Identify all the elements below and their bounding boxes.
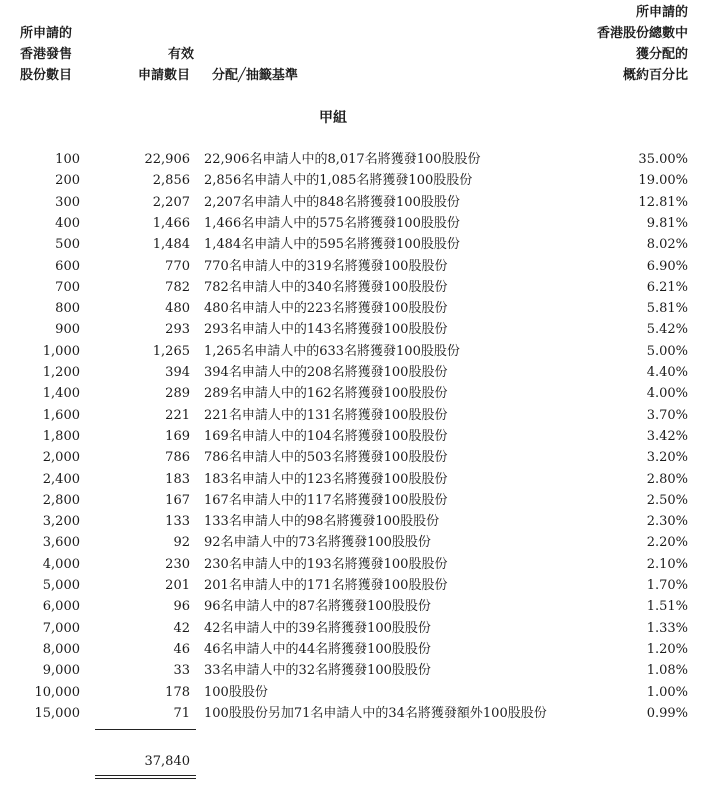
shares-cell: 1,000 [42,343,80,359]
shares-cell: 2,400 [42,471,80,487]
table-row [0,153,726,171]
table-row [0,409,726,427]
percentage-cell: 4.40% [646,365,688,380]
shares-cell: 15,000 [34,705,80,721]
percentage-cell: 2.30% [646,514,688,530]
applicants-cell: 42 [173,620,190,636]
applicants-cell: 394 [165,365,190,380]
table-row [0,430,726,448]
shares-header-line-2: 香港發售 [20,47,73,62]
applicants-cell: 71 [173,705,190,721]
basis-cell: 96名申請人中的87名將獲發100股股份 [204,599,431,615]
percentage-cell: 2.20% [646,535,688,551]
basis-cell: 230名申請人中的193名將獲發100股股份 [204,556,448,572]
shares-cell: 700 [55,279,80,295]
shares-cell: 10,000 [34,684,80,700]
applicants-cell: 46 [173,641,190,657]
applicants-cell: 22,906 [144,152,190,167]
applicants-header-line-1: 有效 [168,47,195,62]
applicants-cell: 167 [165,492,190,508]
applicants-cell: 786 [165,450,190,466]
shares-cell: 300 [55,194,80,210]
shares-cell: 2,800 [42,492,80,508]
shares-cell: 100 [55,152,80,167]
applicants-cell: 770 [165,258,190,274]
basis-cell: 293名申請人中的143名將獲發100股股份 [204,322,448,338]
shares-cell: 600 [55,258,80,274]
table-row [0,217,726,235]
shares-cell: 2,000 [42,450,80,466]
total-applicants: 37,840 [144,754,190,769]
table-row [0,686,726,704]
percentage-cell: 5.00% [646,343,688,359]
table-row [0,238,726,256]
basis-cell: 2,856名申請人中的1,085名將獲發100股股份 [204,173,473,189]
shares-header-line-3: 股份數目 [20,68,73,83]
basis-cell: 22,906名申請人中的8,017名將獲發100股股份 [204,152,481,167]
shares-cell: 1,400 [42,386,80,402]
basis-cell: 1,466名申請人中的575名將獲發100股股份 [204,215,460,231]
table-row [0,536,726,554]
table-row [0,494,726,512]
applicants-cell: 201 [165,578,190,593]
table-row [0,387,726,405]
applicants-cell: 480 [165,301,190,317]
percentage-cell: 4.00% [646,386,688,402]
shares-cell: 500 [55,237,80,253]
basis-cell: 394名申請人中的208名將獲發100股股份 [204,365,448,380]
applicants-cell: 1,265 [152,343,190,359]
table-row [0,260,726,278]
table-row [0,174,726,192]
basis-cell: 167名申請人中的117名將獲發100股股份 [204,492,448,508]
shares-cell: 4,000 [42,556,80,572]
percentage-cell: 1.33% [646,620,688,636]
applicants-cell: 782 [165,279,190,295]
shares-cell: 900 [55,322,80,338]
basis-cell: 1,265名申請人中的633名將獲發100股股份 [204,343,460,359]
shares-cell: 1,200 [42,365,80,380]
percentage-header-line-3: 獲分配的 [635,47,688,62]
basis-cell: 42名申請人中的39名將獲發100股股份 [204,620,431,636]
applicants-cell: 169 [165,428,190,444]
percentage-header-line-2: 香港股份總數中 [596,26,688,41]
percentage-cell: 19.00% [638,173,688,189]
percentage-cell: 2.50% [646,492,688,508]
shares-cell: 9,000 [42,663,80,679]
table-row [0,579,726,597]
applicants-cell: 1,484 [152,237,190,253]
table-row [0,600,726,618]
shares-cell: 1,600 [42,407,80,423]
table-row [0,707,726,725]
shares-cell: 3,200 [42,514,80,530]
basis-cell: 782名申請人中的340名將獲發100股股份 [204,279,448,295]
percentage-cell: 1.08% [646,663,688,679]
basis-cell: 169名申請人中的104名將獲發100股股份 [204,428,448,444]
percentage-header-line-1: 所申請的 [635,5,688,20]
percentage-cell: 5.42% [646,322,688,338]
percentage-cell: 6.90% [646,258,688,274]
shares-cell: 3,600 [42,535,80,551]
shares-header-line-1: 所申請的 [20,26,73,41]
applicants-cell: 96 [173,599,190,615]
applicants-cell: 221 [165,407,190,423]
shares-cell: 200 [55,173,80,189]
percentage-cell: 1.00% [646,684,688,700]
applicants-cell: 2,856 [152,173,190,189]
shares-cell: 7,000 [42,620,80,636]
percentage-cell: 9.81% [646,215,688,231]
basis-cell: 2,207名申請人中的848名將獲發100股股份 [204,194,460,210]
table-row [0,473,726,491]
percentage-cell: 1.51% [646,599,688,615]
table-row [0,664,726,682]
shares-cell: 1,800 [42,428,80,444]
table-row [0,622,726,640]
basis-cell: 1,484名申請人中的595名將獲發100股股份 [204,237,460,253]
basis-cell: 46名申請人中的44名將獲發100股股份 [204,641,431,657]
total-double-rule-bottom [95,778,196,779]
percentage-cell: 35.00% [638,152,688,167]
table-row [0,302,726,320]
applicants-cell: 230 [165,556,190,572]
basis-cell: 33名申請人中的32名將獲發100股股份 [204,663,431,679]
table-row [0,643,726,661]
table-row [0,451,726,469]
shares-cell: 5,000 [42,578,80,593]
basis-cell: 201名申請人中的171名將獲發100股股份 [204,578,448,593]
applicants-cell: 92 [173,535,190,551]
table-row [0,323,726,341]
total-double-rule-top [95,775,196,776]
percentage-cell: 1.70% [646,578,688,593]
basis-cell: 786名申請人中的503名將獲發100股股份 [204,450,448,466]
table-row [0,366,726,384]
applicants-cell: 289 [165,386,190,402]
percentage-cell: 1.20% [646,641,688,657]
table-row [0,281,726,299]
basis-cell: 100股股份 [204,684,268,700]
basis-cell: 92名申請人中的73名將獲發100股股份 [204,535,431,551]
basis-header: 分配╱抽籤基準 [212,68,298,83]
shares-cell: 400 [55,215,80,231]
percentage-cell: 5.81% [646,301,688,317]
basis-cell: 100股股份另加71名申請人中的34名將獲發額外100股股份 [204,705,547,721]
table-row [0,196,726,214]
table-row [0,345,726,363]
percentage-cell: 12.81% [638,194,688,210]
applicants-cell: 2,207 [152,194,190,210]
total-top-rule [95,729,196,730]
shares-cell: 8,000 [42,641,80,657]
shares-cell: 800 [55,301,80,317]
table-row [0,558,726,576]
applicants-cell: 133 [165,514,190,530]
shares-cell: 6,000 [42,599,80,615]
percentage-cell: 6.21% [646,279,688,295]
percentage-header-line-4: 概約百分比 [622,68,688,83]
percentage-cell: 3.70% [646,407,688,423]
basis-cell: 770名申請人中的319名將獲發100股股份 [204,258,448,274]
applicants-cell: 293 [165,322,190,338]
percentage-cell: 3.42% [646,428,688,444]
applicants-cell: 183 [165,471,190,487]
basis-cell: 183名申請人中的123名將獲發100股股份 [204,471,448,487]
percentage-cell: 0.99% [646,705,688,721]
applicants-cell: 178 [165,684,190,700]
basis-cell: 480名申請人中的223名將獲發100股股份 [204,301,448,317]
basis-cell: 289名申請人中的162名將獲發100股股份 [204,386,448,402]
group-title: 甲組 [319,110,347,126]
percentage-cell: 8.02% [646,237,688,253]
basis-cell: 221名申請人中的131名將獲發100股股份 [204,407,448,423]
basis-cell: 133名申請人中的98名將獲發100股股份 [204,514,440,530]
applicants-header-line-2: 申請數目 [138,68,191,83]
percentage-cell: 3.20% [646,450,688,466]
percentage-cell: 2.80% [646,471,688,487]
table-row [0,515,726,533]
applicants-cell: 1,466 [152,215,190,231]
applicants-cell: 33 [173,663,190,679]
percentage-cell: 2.10% [646,556,688,572]
